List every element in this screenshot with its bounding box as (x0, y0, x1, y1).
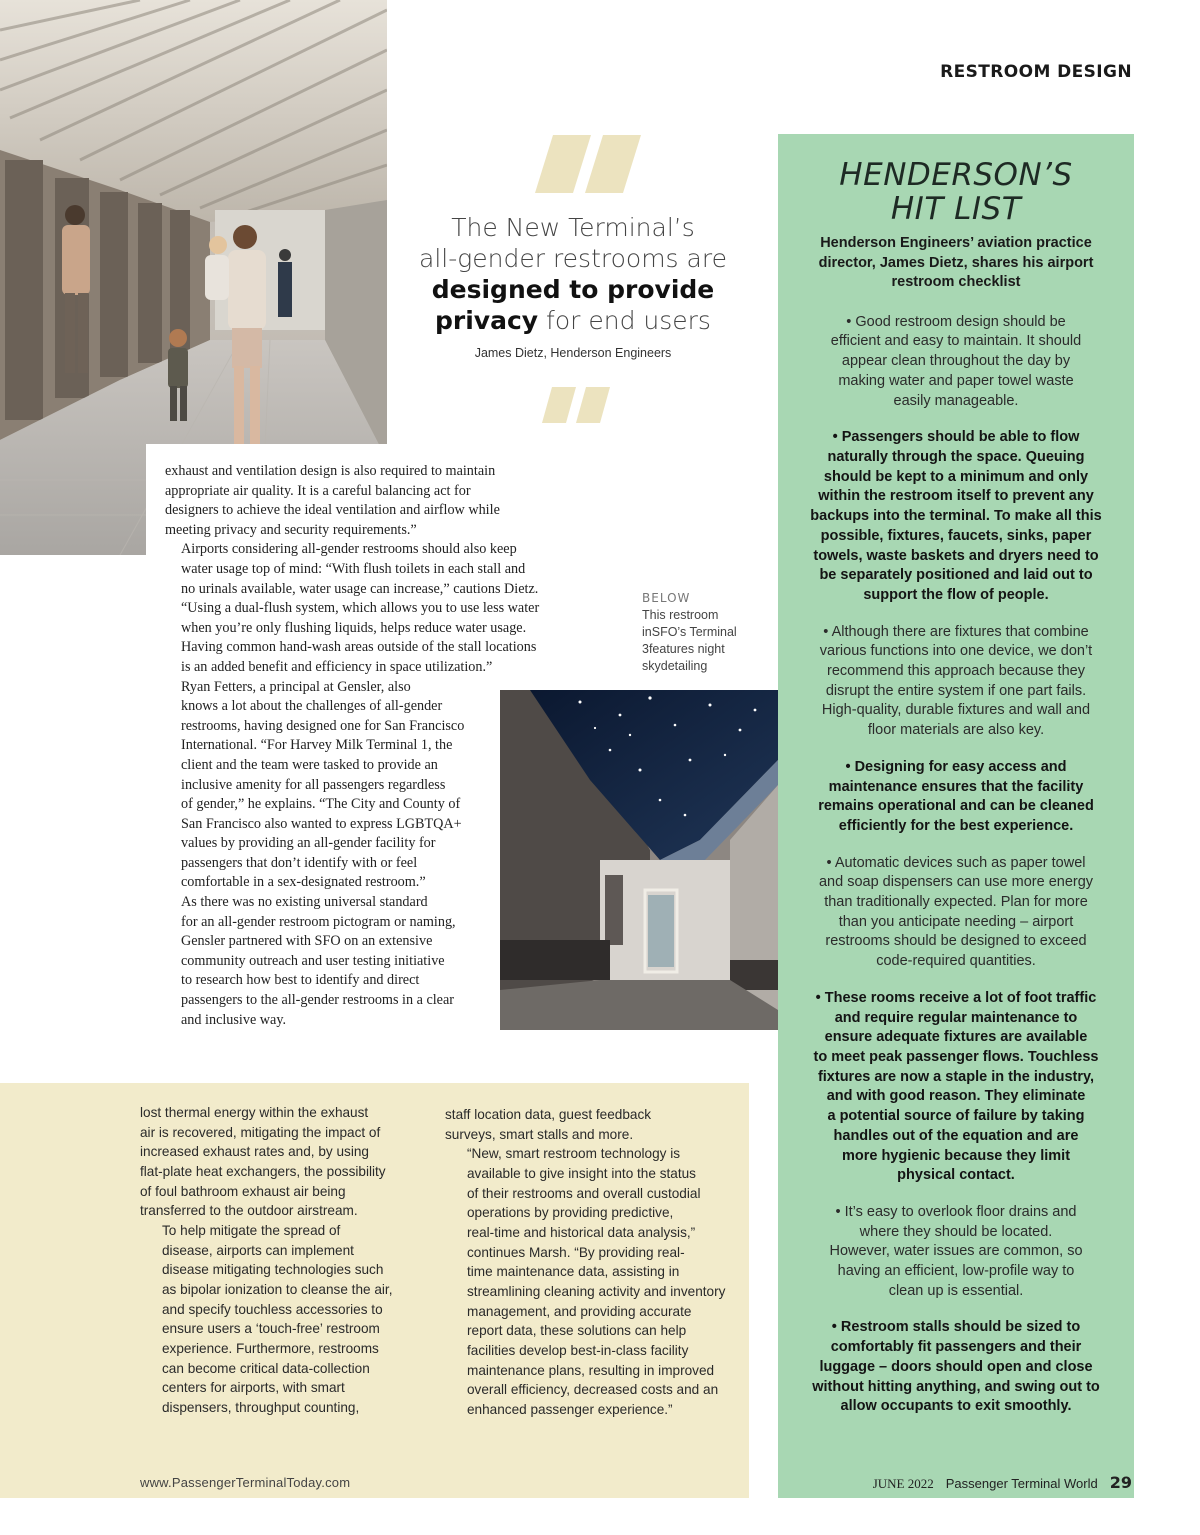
sidebar-title-line: HIT LIST (890, 191, 1022, 227)
text-line: no urinals available, water usage can increase,” cautions Dietz. (181, 580, 539, 597)
text-line: support the flow of people. (863, 586, 1049, 603)
text-line: of their restrooms and overall custodial (467, 1185, 701, 1201)
text-line: • It’s easy to overlook floor drains and (835, 1203, 1077, 1220)
text-line: • Restroom stalls should be sized to (831, 1319, 1081, 1336)
footer-url: www.PassengerTerminalToday.com (140, 1475, 351, 1490)
text-line: Gensler partnered with SFO on an extensive (181, 933, 433, 950)
text-line: maintenance ensures that the facility (828, 778, 1084, 795)
open-quote-mark-icon (533, 135, 653, 205)
text-line: As there was no existing universal standard (181, 894, 428, 911)
text-line: “New, smart restroom technology is (467, 1146, 681, 1162)
text-line: than traditionally expected. Plan for more (824, 894, 1088, 911)
text-line: naturally through the space. Queuing (827, 449, 1085, 465)
text-line: Airports considering all-gender restrooms should also keep (181, 541, 517, 558)
text-line: overall efficiency, decreased costs and an (467, 1382, 719, 1398)
text-line: real-time and historical data analysis,” (467, 1224, 696, 1240)
footer-folio (873, 1473, 1132, 1492)
text-line: recommend this approach because they (827, 663, 1085, 680)
text-line: inclusive amenity for all passengers regardless (181, 776, 446, 793)
text-line: Henderson Engineers’ aviation practice (820, 235, 1092, 251)
text-line: ensure users a ‘touch-free’ restroom (162, 1321, 380, 1337)
text-line: fixtures are now a staple in the industry, (817, 1068, 1095, 1085)
text-line: operations by providing predictive, (467, 1205, 674, 1221)
hit-list-item (778, 313, 1134, 412)
text-line: features night sky (642, 642, 725, 673)
section-header: RESTROOM DESIGN (940, 62, 1132, 82)
sidebar-title-line: HENDERSON’S (839, 157, 1073, 193)
text-line: disease, airports can implement (162, 1242, 354, 1258)
text-line: of foul bathroom exhaust air being (140, 1183, 346, 1199)
text-line: detailing (660, 659, 708, 673)
text-line: physical contact. (897, 1167, 1015, 1184)
text-line: and require regular maintenance to (834, 1009, 1078, 1026)
text-line: comfortable in a sex-designated restroom.” (181, 874, 426, 891)
text-line: facilities develop best-in-class facility (467, 1342, 689, 1358)
text-line: to meet peak passenger flows. Touchless (813, 1048, 1099, 1065)
text-line: air is recovered, mitigating the impact of (140, 1124, 381, 1140)
text-line: designers to achieve the ideal ventilation and airflow while (165, 502, 500, 519)
beige-column-right (445, 1105, 735, 1420)
text-line: surveys, smart stalls and more. (445, 1126, 634, 1142)
hit-list-item (778, 758, 1134, 837)
beige-paragraph (445, 1144, 735, 1419)
photo-caption (642, 590, 762, 675)
hit-list-sidebar (778, 134, 1134, 1498)
text-line: efficient and easy to maintain. It should (830, 333, 1082, 350)
text-line: without hitting anything, and swing out to (812, 1378, 1100, 1395)
text-line: SFO’s Terminal 3 (642, 625, 737, 656)
text-line: efficiently for the best experience. (838, 817, 1074, 834)
text-line: flat-plate heat exchangers, the possibility (140, 1163, 386, 1179)
text-line: floor materials are also key. (867, 722, 1045, 739)
sidebar-items (778, 313, 1134, 1417)
text-line: San Francisco also wanted to express LGBTQA+ (181, 815, 462, 832)
text-line: • These rooms receive a lot of foot traffic (815, 989, 1097, 1006)
text-line: • Automatic devices such as paper towel (826, 854, 1086, 871)
text-line: passengers to the all-gender restrooms in a clear (181, 992, 455, 1009)
text-line: passengers that don’t identify with or feel (181, 854, 418, 871)
text-line: management, and providing accurate (467, 1303, 692, 1319)
text-line: having an efficient, low-profile way to (837, 1263, 1075, 1280)
text-line: time maintenance data, assisting in (467, 1264, 680, 1280)
sidebar-intro (778, 234, 1134, 293)
text-line: within the restroom itself to prevent any (818, 488, 1094, 505)
text-line: • Good restroom design should be (846, 313, 1066, 330)
text-line: staff location data, guest feedback (445, 1107, 652, 1122)
text-line: and specify touchless accessories to (162, 1301, 383, 1317)
text-line: restrooms should be designed to exceed (825, 933, 1087, 950)
text-line: to research how best to identify and direct (181, 972, 420, 989)
pull-quote-line-bold: designed to provide (431, 275, 715, 304)
article-paragraph (165, 540, 573, 677)
text-line: appropriate air quality. It is a careful balancing act for (165, 482, 471, 499)
text-line: where they should be located. (859, 1223, 1053, 1240)
hit-list-item (778, 428, 1134, 605)
pull-quote-line: The New Terminal’s (451, 213, 695, 242)
text-line: should be kept to a minimum and only (823, 468, 1089, 485)
text-line: and inclusive way. (181, 1011, 287, 1028)
pull-quote-line: all-gender restrooms are (419, 244, 727, 273)
text-line: of gender,” he explains. “The City and County of (181, 796, 461, 813)
text-line: and soap dispensers can use more energy (818, 874, 1094, 891)
beige-paragraph (445, 1105, 735, 1144)
text-line: when you’re only flushing liquids, helps reduce water usage. (181, 619, 527, 636)
text-line: as bipolar ionization to cleanse the air, (162, 1281, 393, 1297)
pull-quote-emphasis: privacy (435, 306, 539, 335)
text-line: • Passengers should be able to flow (832, 429, 1080, 446)
text-line: towels, waste baskets and dryers need to (813, 547, 1099, 564)
text-line: streamlining cleaning activity and inventory (467, 1283, 726, 1299)
text-line: client and the team were tasked to provide an (181, 756, 438, 773)
text-line: is an added benefit and efficiency in space utilization.” (181, 658, 493, 675)
caption-text (642, 607, 762, 675)
text-line: restroom checklist (891, 274, 1021, 291)
text-line: handles out of the equation and are (833, 1127, 1079, 1144)
text-line: remains operational and can be cleaned (818, 798, 1094, 815)
pull-quote (408, 212, 738, 336)
text-line: meeting privacy and security requirements.” (165, 521, 417, 538)
text-line: various functions into one device, we don’t (819, 643, 1093, 660)
hit-list-item (778, 623, 1134, 741)
sidebar-title (778, 158, 1134, 226)
text-line: backups into the terminal. To make all this (810, 508, 1102, 525)
text-line: values by providing an all-gender facility for (181, 835, 436, 852)
text-line: enhanced passenger experience.” (467, 1401, 673, 1417)
text-line: transferred to the outdoor airstream. (140, 1203, 358, 1219)
caption-heading: BELOW (642, 591, 691, 605)
text-line: available to give insight into the status (467, 1165, 696, 1181)
text-line: High-quality, durable fixtures and wall and (821, 702, 1091, 719)
text-line: be separately positioned and laid out to (819, 567, 1093, 584)
text-line: exhaust and ventilation design is also required to maintain (165, 463, 496, 479)
text-line: ensure adequate fixtures are available (824, 1029, 1088, 1046)
text-line: knows a lot about the challenges of all-gender (181, 698, 443, 715)
text-line: code-required quantities. (876, 953, 1036, 970)
text-line: “Using a dual-flush system, which allows you to use less water (181, 600, 540, 617)
text-line: than you anticipate needing – airport (838, 913, 1074, 930)
text-line: more hygienic because they limit (841, 1147, 1071, 1164)
text-line: This restroom in (642, 608, 719, 639)
text-line: appear clean throughout the day by (841, 353, 1071, 370)
hit-list-item (778, 854, 1134, 972)
text-line: easily manageable. (893, 392, 1019, 409)
text-line: making water and paper towel waste (838, 372, 1074, 389)
text-line: allow occupants to exit smoothly. (840, 1398, 1072, 1415)
page-number: 29 (1109, 1473, 1132, 1492)
text-line: experience. Furthermore, restrooms (162, 1340, 379, 1356)
text-line: lost thermal energy within the exhaust (140, 1105, 369, 1120)
text-line: report data, these solutions can help (467, 1323, 687, 1339)
text-line: Ryan Fetters, a principal at Gensler, also (181, 678, 411, 695)
text-line: • Although there are fixtures that combine (823, 623, 1089, 640)
text-line: possible, fixtures, faucets, sinks, paper (820, 527, 1092, 544)
text-line: increased exhaust rates and, by using (140, 1144, 369, 1160)
text-line: water usage top of mind: “With flush toilets in each stall and (181, 560, 526, 577)
text-line: To help mitigate the spread of (162, 1222, 341, 1238)
close-quote-mark-icon (538, 387, 618, 427)
text-line: clean up is essential. (888, 1282, 1024, 1299)
text-line: disease mitigating technologies such (162, 1262, 384, 1278)
text-line: maintenance plans, resulting in improved (467, 1362, 715, 1378)
sfo-night-sky-illustration (500, 690, 778, 1030)
text-line: community outreach and user testing initiative (181, 952, 445, 969)
footer-magazine: Passenger Terminal World (945, 1476, 1098, 1491)
hit-list-item (778, 1203, 1134, 1302)
text-line: • Designing for easy access and (845, 758, 1067, 775)
hit-list-item (778, 1318, 1134, 1417)
text-line: and with good reason. They eliminate (826, 1088, 1086, 1105)
pull-quote-attribution: James Dietz, Henderson Engineers (474, 346, 672, 360)
beige-paragraph (140, 1103, 420, 1221)
beige-column-left (140, 1103, 420, 1418)
text-line: restrooms, having designed one for San Francisco (181, 717, 465, 734)
sfo-restroom-photo (500, 690, 778, 1030)
footer-date: JUNE 2022 (872, 1476, 934, 1491)
text-line: can become critical data-collection (162, 1360, 370, 1376)
text-line: luggage – doors should open and close (819, 1358, 1093, 1375)
pull-quote-line: for end users (538, 306, 711, 335)
text-line: comfortably fit passengers and their (830, 1339, 1082, 1356)
text-line: Having common hand-wash areas outside of the stall locations (181, 639, 537, 656)
beige-paragraph (140, 1221, 420, 1418)
text-line: International. “For Harvey Milk Terminal 1, the (181, 737, 453, 754)
text-line: director, James Dietz, shares his airport (818, 254, 1094, 271)
text-line: centers for airports, with smart (162, 1380, 345, 1396)
text-line: However, water issues are common, so (829, 1243, 1083, 1260)
text-line: for an all-gender restroom pictogram or naming, (181, 913, 456, 930)
text-line: dispensers, throughput counting, (162, 1399, 360, 1415)
text-line: a potential source of failure by taking (827, 1108, 1085, 1125)
hit-list-item (778, 989, 1134, 1186)
text-line: continues Marsh. “By providing real- (467, 1244, 685, 1260)
text-line: disrupt the entire system if one part fails. (825, 682, 1087, 699)
article-paragraph (165, 462, 573, 540)
